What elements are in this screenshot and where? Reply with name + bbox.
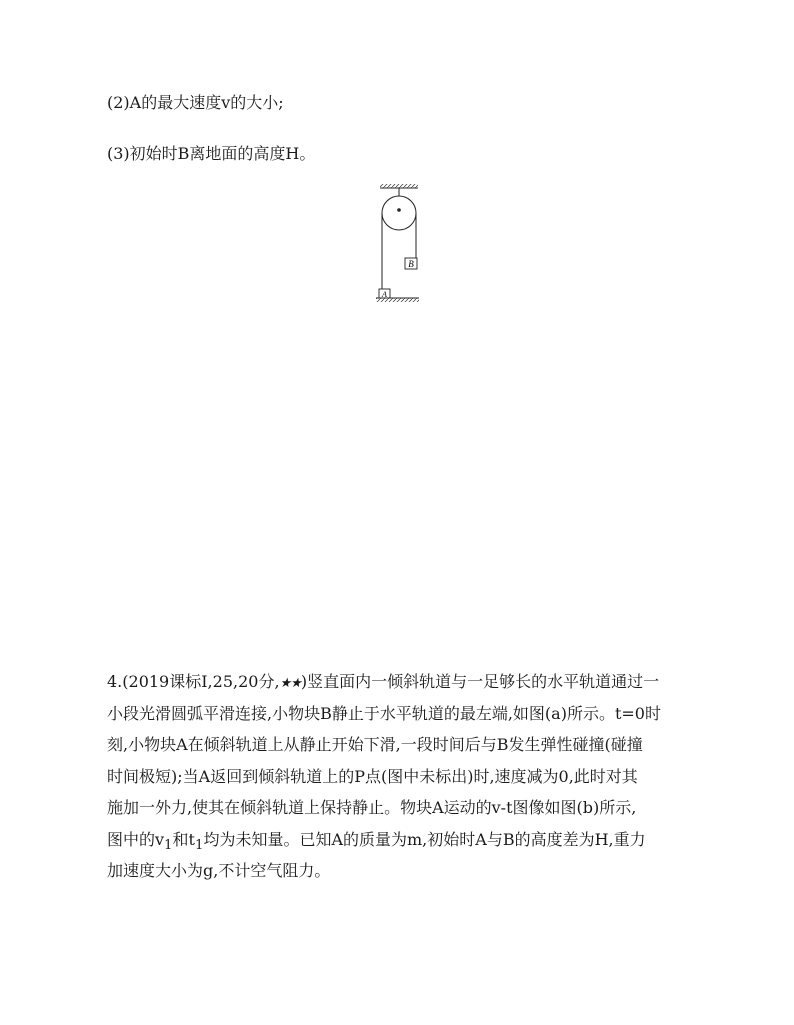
problem-4-line-5: 施加一外力,使其在倾斜轨道上保持静止。物块A运动的v-t图像如图(b)所示, [107,798,637,817]
difficulty-stars-icon: ★★ [279,676,301,691]
problem-4-line-1: 4.(2019课标Ⅰ,25,20分,★★)竖直面内一倾斜轨道与一足够长的水平轨道通过一 [107,672,660,691]
pulley-axle [397,208,401,212]
pulley-wheel [382,196,416,230]
problem-4 [107,666,693,887]
problem-4-line-4: 时间极短);当A返回到倾斜轨道上的P点(图中未标出)时,速度减为0,此时对其 [107,766,638,786]
problem-4-line-2: 小段光滑圆弧平滑连接,小物块B静止于水平轨道的最左端,如图(a)所示。t=0时 [107,703,661,723]
question-2: (2)A的最大速度v的大小; [107,93,284,112]
problem-4-line-3: 刻,小物块A在倾斜轨道上从静止开始下滑,一段时间后与B发生弹性碰撞(碰撞 [107,735,643,754]
label-a: A [382,290,387,299]
ceiling-hatch [380,184,418,188]
problem-4-line-6: 图中的$v_1$和$t_1$均为未知量。已知A的质量为m,初始时A与B的高度差为H,重力 [107,829,646,853]
label-b: B [408,259,414,269]
question-3: (3)初始时B离地面的高度H。 [107,144,316,163]
pulley-figure [372,183,424,307]
problem-4-line-7: 加速度大小为g,不计空气阻力。 [107,861,331,880]
